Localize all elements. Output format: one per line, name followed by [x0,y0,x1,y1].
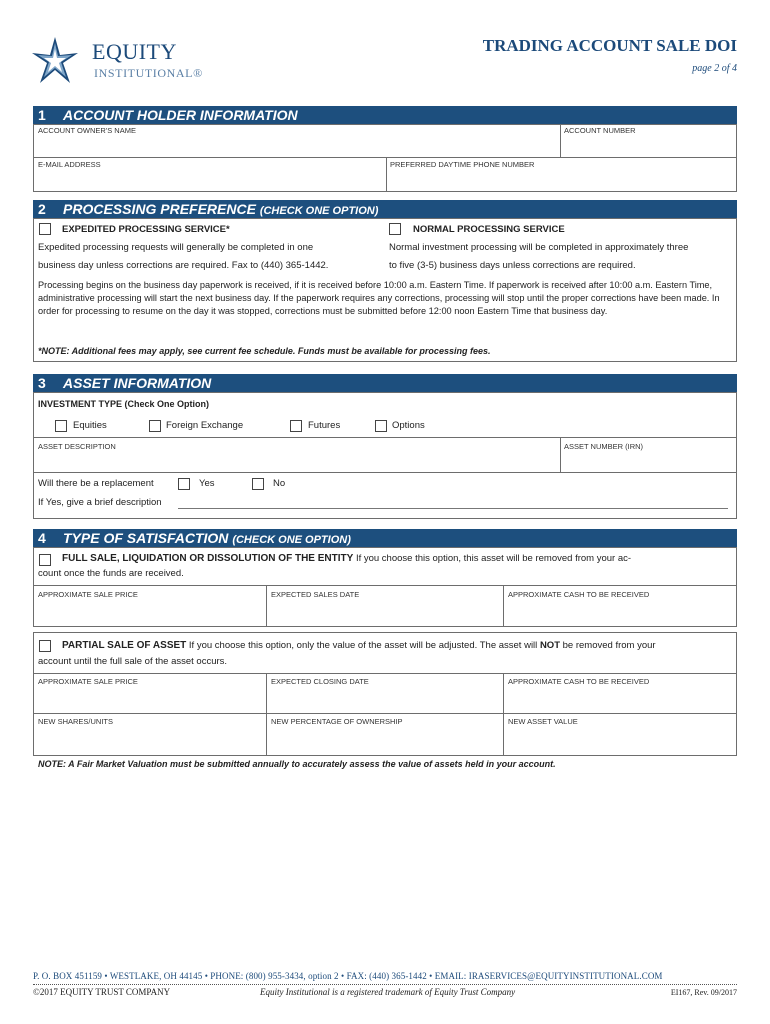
new-shares-field[interactable] [34,727,265,755]
normal-desc-1: Normal investment processing will be completed in approximately three [389,242,689,253]
footer-divider [33,984,737,985]
equities-label: Equities [73,420,107,431]
full-sale-cash-field[interactable] [504,600,736,626]
futures-label: Futures [308,420,341,431]
email-field[interactable] [34,170,385,191]
futures-checkbox[interactable] [290,420,302,432]
full-sale-price-label: APPROXIMATE SALE PRICE [38,590,138,599]
foreign-exchange-label: Foreign Exchange [166,420,244,431]
account-number-label: ACCOUNT NUMBER [564,126,636,135]
footer-contact: P. O. BOX 451159 • WESTLAKE, OH 44145 • PHONE: (800) 955-3434, option 2 • FAX: (440) 365-1442 • EMAIL: IRASERVICES@EQUITYINSTITUTIONAL.COM [33,971,663,981]
normal-label: NORMAL PROCESSING SERVICE [413,224,565,235]
email-label: E-MAIL ADDRESS [38,160,101,169]
brief-description-label: If Yes, give a brief description [38,497,162,508]
account-owner-field[interactable] [34,136,559,156]
fair-market-note: NOTE: A Fair Market Valuation must be submitted annually to accurately assess the value of assets held in your account. [38,759,556,769]
replacement-yes-label: Yes [199,478,215,489]
processing-paragraph: Processing begins on the business day paperwork is received, if it is received before 10:00 a.m. Eastern Time. If paperwork is received after 10:00 a.m. Eastern Time, administrative processing will start the next business day. If the paperwork requires any corrections, processing will stop until the proper corrections have been made. In order for processing to resume on the day it was stopped, corrections must be submitted before 12:00 noon Eastern Time that business day. [38,280,720,316]
normal-desc-2: to five (3-5) business days unless corrections are required. [389,260,636,271]
full-sale-text-line2: count once the funds are received. [38,568,184,579]
replacement-no-label: No [273,478,286,489]
full-sale-text-line1: FULL SALE, LIQUIDATION OR DISSOLUTION OF THE ENTITY If you choose this option, this asset will be removed from your ac- [62,553,632,564]
section-3-header: 3 ASSET INFORMATION [33,374,737,392]
brief-description-field[interactable] [178,508,728,509]
replacement-no-checkbox[interactable] [252,478,264,490]
footer-copyright: ©2017 EQUITY TRUST COMPANY [33,987,171,997]
logo-subtitle: INSTITUTIONAL® [94,66,203,80]
expedited-desc-2: business day unless corrections are required. Fax to (440) 365-1442. [38,260,329,271]
expedited-desc-1: Expedited processing requests will generally be completed in one [38,242,314,253]
options-label: Options [392,420,425,431]
new-ownership-label: NEW PERCENTAGE OF OWNERSHIP [271,717,403,726]
replacement-question: Will there be a replacement [38,478,154,489]
section-2-header: 2 PROCESSING PREFERENCE (CHECK ONE OPTION) [33,200,737,218]
phone-label: PREFERRED DAYTIME PHONE NUMBER [390,160,535,169]
full-sale-price-field[interactable] [34,600,265,626]
account-number-field[interactable] [561,136,736,156]
investment-type-label: INVESTMENT TYPE (Check One Option) [38,399,210,409]
asset-number-label: ASSET NUMBER (IRN) [564,442,644,451]
section-4-header: 4 TYPE OF SATISFACTION (CHECK ONE OPTION) [33,529,737,547]
new-asset-value-label: NEW ASSET VALUE [508,717,578,726]
document-title: TRADING ACCOUNT SALE DOI [482,36,737,55]
options-checkbox[interactable] [375,420,387,432]
partial-sale-price-field[interactable] [34,687,265,712]
partial-sale-text-line1: PARTIAL SALE OF ASSET If you choose this option, only the value of the asset will be adjusted. The asset will NOT be removed from your [62,640,656,651]
expedited-checkbox[interactable] [39,223,51,235]
new-ownership-field[interactable] [267,727,502,755]
partial-closing-date-label: EXPECTED CLOSING DATE [271,677,369,686]
equities-checkbox[interactable] [55,420,67,432]
section-1-header: 1 ACCOUNT HOLDER INFORMATION [33,106,737,124]
full-sale-date-label: EXPECTED SALES DATE [271,590,360,599]
foreign-exchange-checkbox[interactable] [149,420,161,432]
equity-star-logo-icon [30,35,80,85]
partial-closing-date-field[interactable] [267,687,502,712]
full-sale-checkbox[interactable] [39,554,51,566]
expedited-label: EXPEDITED PROCESSING SERVICE* [62,224,230,235]
asset-description-field[interactable] [34,452,559,471]
logo-wordmark: EQUITY [92,39,177,64]
partial-sale-price-label: APPROXIMATE SALE PRICE [38,677,138,686]
normal-checkbox[interactable] [389,223,401,235]
partial-cash-label: APPROXIMATE CASH TO BE RECEIVED [508,677,650,686]
asset-number-field[interactable] [561,452,736,471]
page-indicator: page 2 of 4 [692,63,737,74]
replacement-yes-checkbox[interactable] [178,478,190,490]
new-shares-label: NEW SHARES/UNITS [38,717,114,726]
phone-field[interactable] [387,170,736,191]
partial-sale-text-line2: account until the full sale of the asset occurs. [38,656,228,667]
partial-cash-field[interactable] [504,687,736,712]
footer-trademark: Equity Institutional is a registered trademark of Equity Trust Company [260,987,516,997]
partial-sale-checkbox[interactable] [39,640,51,652]
asset-description-label: ASSET DESCRIPTION [38,442,116,451]
full-sale-cash-label: APPROXIMATE CASH TO BE RECEIVED [508,590,650,599]
new-asset-value-field[interactable] [504,727,736,755]
full-sale-date-field[interactable] [267,600,502,626]
processing-note: *NOTE: Additional fees may apply, see current fee schedule. Funds must be available for processing fees. [38,346,491,356]
footer-revision: EI167, Rev. 09/2017 [670,988,737,997]
account-owner-label: ACCOUNT OWNER'S NAME [38,126,136,135]
